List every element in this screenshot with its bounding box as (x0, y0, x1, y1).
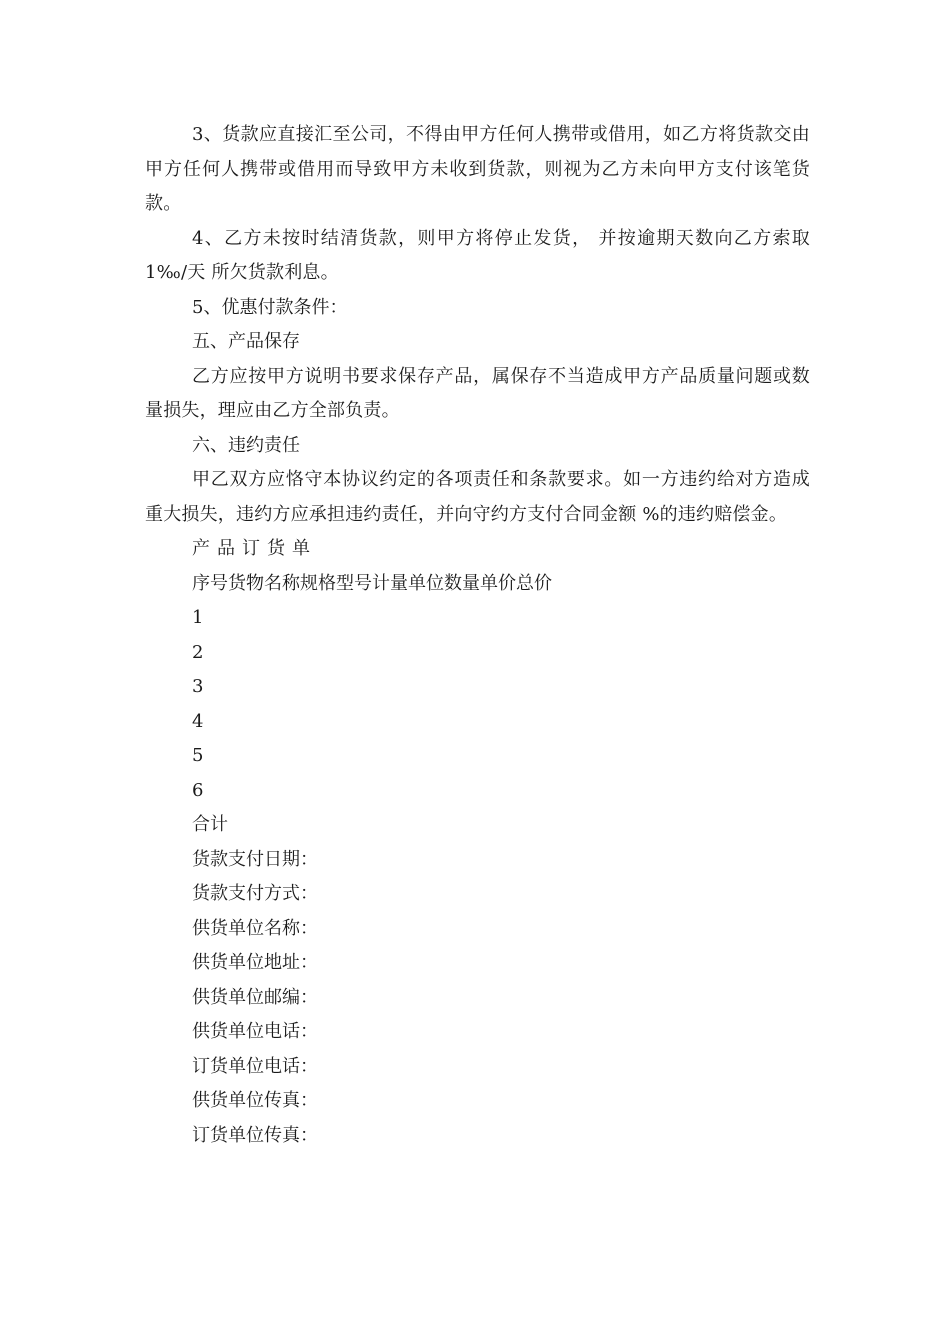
section-6-body: 甲乙双方应恪守本协议约定的各项责任和条款要求。如一方违约给对方造成重大损失，违约方应承担违约责任，并向守约方支付合同金额 %的违约赔偿金。 (145, 469, 810, 525)
payment-method-field: 货款支付方式： (192, 883, 318, 904)
document-page (145, 118, 810, 1153)
buyer-phone-field: 订货单位电话： (192, 1055, 318, 1077)
order-row-number: 1 (192, 607, 204, 628)
clause-5-discount-terms: 5、优惠付款条件： (192, 296, 348, 318)
supplier-fax-field: 供货单位传真： (192, 1090, 318, 1111)
clause-4-late-payment: 4、乙方未按时结清货款，则甲方将停止发货， 并按逾期天数向乙方索取1‰/天 所欠货款利息。 (145, 227, 810, 283)
section-6-title: 六、违约责任 (192, 434, 300, 456)
order-row-number: 3 (192, 676, 204, 697)
order-form-title: 产品订货单 (192, 538, 317, 559)
supplier-postcode-field: 供货单位邮编： (192, 986, 318, 1008)
clause-3-payment-transfer: 3、货款应直接汇至公司，不得由甲方任何人携带或借用，如乙方将货款交由甲方任何人携带或借用而导致甲方未收到货款，则视为乙方未向甲方支付该笔货款。 (145, 124, 810, 214)
supplier-name-field: 供货单位名称： (192, 917, 318, 939)
supplier-address-field: 供货单位地址： (192, 952, 318, 973)
section-5-body: 乙方应按甲方说明书要求保存产品，属保存不当造成甲方产品质量问题或数量损失，理应由乙方全部负责。 (145, 365, 810, 421)
order-row-number: 5 (192, 745, 204, 766)
section-5-title: 五、产品保存 (192, 331, 300, 352)
order-total-label: 合计 (192, 814, 228, 835)
payment-date-field: 货款支付日期： (192, 848, 318, 870)
buyer-fax-field: 订货单位传真： (192, 1124, 318, 1146)
supplier-phone-field: 供货单位电话： (192, 1021, 318, 1042)
order-row-number: 4 (192, 710, 204, 732)
order-form-header-row: 序号货物名称规格型号计量单位数量单价总价 (192, 572, 552, 594)
order-row-number: 6 (192, 779, 204, 801)
order-row-number: 2 (192, 641, 204, 663)
